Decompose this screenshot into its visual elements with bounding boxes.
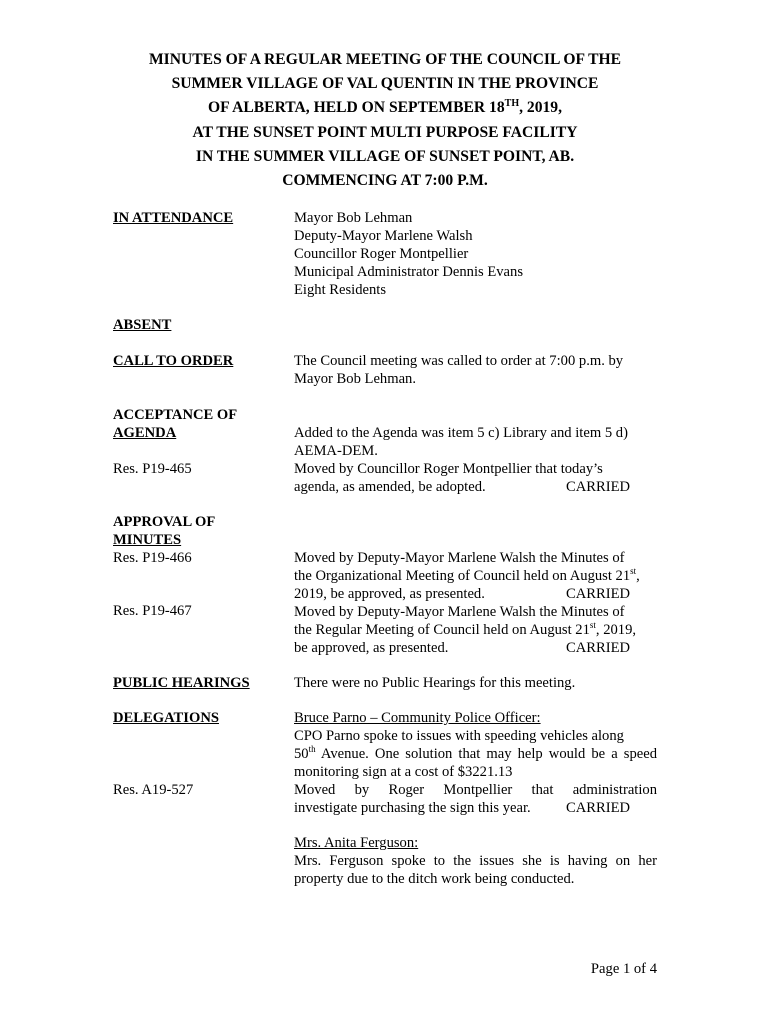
delegation-heading: Bruce Parno – Community Police Officer: — [294, 710, 541, 726]
title-line: OF ALBERTA, HELD ON SEPTEMBER 18TH, 2019, — [208, 98, 562, 117]
call-to-order-text: The Council meeting was called to order at 7:00 p.m. by Mayor Bob Lehman. — [294, 353, 624, 387]
carried-label: CARRIED — [566, 640, 631, 656]
title-line: COMMENCING AT 7:00 P.M. — [282, 172, 488, 190]
public-hearings-label: PUBLIC HEARINGS — [113, 675, 250, 691]
attendee: Eight Residents — [294, 282, 387, 298]
minutes-resolution-2: Res. P19-467 — [113, 603, 192, 619]
public-hearings-text: There were no Public Hearings for this meeting. — [294, 675, 576, 691]
delegation-heading: Mrs. Anita Ferguson: — [294, 835, 419, 851]
carried-label: CARRIED — [566, 586, 631, 602]
page-number: Page 1 of 4 — [590, 961, 657, 977]
delegations-resolution: Res. A19-527 — [113, 782, 194, 798]
attendee: Councillor Roger Montpellier — [294, 246, 469, 262]
minutes-text: Moved by Deputy-Mayor Marlene Walsh the Minutes of the Organizational Meeting of Council held on August 21st, 2019, be approved, as presented. CARRIED Moved by Deputy-Mayor Marlene Walsh the Minutes of the Regular Meeting of Council held on August 21st, 2019, be approved, as presented. CARRIED — [294, 550, 640, 656]
attendee: Municipal Administrator Dennis Evans — [294, 264, 524, 280]
carried-label: CARRIED — [566, 800, 631, 816]
minutes-resolution-1: Res. P19-466 — [113, 550, 192, 566]
attendee: Mayor Bob Lehman — [294, 210, 413, 226]
absent-label: ABSENT — [113, 317, 172, 333]
delegation-2: Mrs. Anita Ferguson: Mrs. Ferguson spoke to the issues she is having on her property due to the ditch work being conducted. — [294, 835, 657, 887]
agenda-resolution: Res. P19-465 — [113, 461, 192, 477]
attendance-label: IN ATTENDANCE — [113, 210, 234, 226]
delegation-1: Bruce Parno – Community Police Officer: CPO Parno spoke to issues with speeding vehicles along 50th Avenue. One solution that may help would be a speed monitoring sign at a cost of $3221.13 Moved by Roger Montpellier that administration investigate purchasing the sign this year. CARRIED — [294, 710, 657, 816]
agenda-text: Added to the Agenda was item 5 c) Library and item 5 d) AEMA-DEM. Moved by Councillor Roger Montpellier that today’s agenda, as amended, be adopted. CARRIED — [294, 425, 631, 495]
attendee: Deputy-Mayor Marlene Walsh — [294, 228, 473, 244]
title-line: IN THE SUMMER VILLAGE OF SUNSET POINT, AB. — [195, 147, 575, 165]
agenda-label: ACCEPTANCE OF AGENDA — [113, 407, 238, 441]
title-line: AT THE SUNSET POINT MULTI PURPOSE FACILITY — [192, 123, 578, 141]
call-to-order-label: CALL TO ORDER — [113, 353, 234, 369]
minutes-label: APPROVAL OF MINUTES — [113, 514, 216, 548]
title-line: SUMMER VILLAGE OF VAL QUENTIN IN THE PROVINCE — [171, 75, 599, 93]
document-title — [80, 48, 690, 193]
title-line: MINUTES OF A REGULAR MEETING OF THE COUNCIL OF THE — [148, 51, 622, 68]
attendance-list — [294, 209, 657, 299]
carried-label: CARRIED — [566, 479, 631, 495]
delegations-label: DELEGATIONS — [113, 710, 219, 726]
